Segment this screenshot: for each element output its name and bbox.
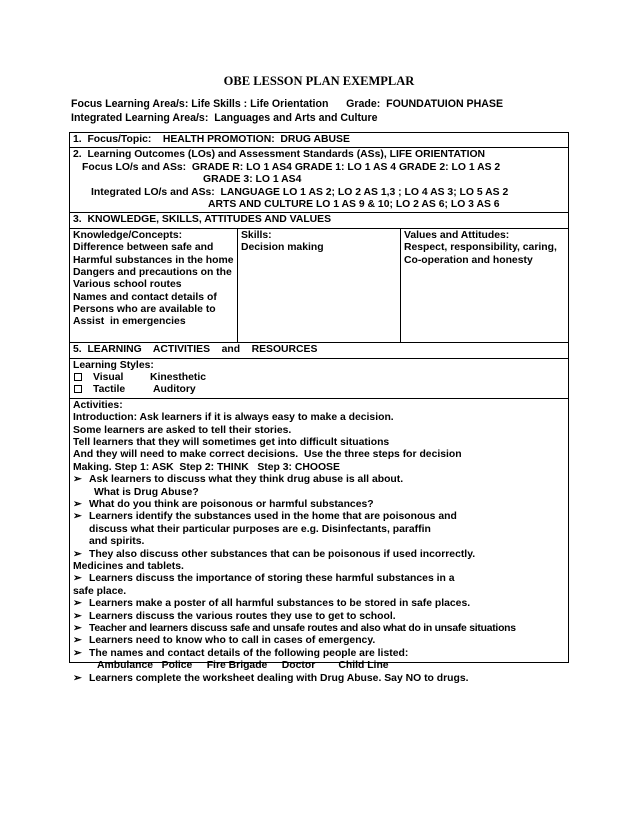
activities-row: [70, 399, 568, 686]
style-auditory: Auditory: [153, 384, 196, 396]
arrow-bullet-icon: ➢: [73, 622, 82, 634]
arrow-bullet-icon: ➢: [73, 498, 82, 510]
values-line: Respect, responsibility, caring,: [404, 242, 557, 254]
skills-column: [238, 229, 401, 343]
values-line: Co-operation and honesty: [404, 254, 533, 266]
knowledge-column: [70, 229, 238, 343]
learning-activities-heading: 5. LEARNING ACTIVITIES and RESOURCES: [73, 344, 318, 356]
bullet-text: Learners discuss the importance of storing these harmful substances in a: [89, 573, 455, 585]
bullet-text: They also discuss other substances that can be poisonous if used incorrectly.: [89, 548, 476, 560]
bullet-text: The names and contact details of the following people are listed:: [89, 647, 409, 659]
knowledge-line: Various school routes: [73, 279, 182, 291]
bullet-continuation: Medicines and tablets.: [73, 560, 184, 572]
arrow-bullet-icon: ➢: [73, 610, 82, 622]
integrated-learning-area: Integrated Learning Area/s: Languages and Arts and Culture: [71, 112, 378, 124]
learning-outcomes-row: [70, 148, 568, 213]
checkbox-icon: [74, 385, 82, 393]
focus-los: Focus LO/s and ASs: GRADE R: LO 1 AS4 GRADE 1: LO 1 AS 4 GRADE 2: LO 1 AS 2: [82, 161, 501, 173]
arrow-bullet-icon: ➢: [73, 511, 82, 523]
arrow-bullet-icon: ➢: [73, 548, 82, 560]
activity-bullet: [73, 673, 565, 685]
activity-intro: Some learners are asked to tell their stories.: [73, 424, 292, 436]
bullet-text: Ask learners to discuss what they think drug abuse is all about.: [89, 474, 404, 486]
activity-bullet: [73, 474, 565, 486]
activity-bullet: [73, 623, 565, 635]
knowledge-line: Persons who are available to: [73, 304, 216, 316]
knowledge-line: Names and contact details of: [73, 291, 217, 303]
activity-intro: Making. Step 1: ASK Step 2: THINK Step 3: CHOOSE: [73, 461, 340, 473]
arrow-bullet-icon: ➢: [73, 474, 82, 486]
skills-line: Decision making: [241, 242, 324, 254]
knowledge-line: Dangers and precautions on the: [73, 266, 232, 278]
bullet-continuation: safe place.: [73, 585, 127, 597]
bullet-text: Learners discuss the various routes they use to get to school.: [89, 610, 396, 622]
arrow-bullet-icon: ➢: [73, 573, 82, 585]
bullet-continuation: discuss what their particular purposes are e.g. Disinfectants, paraffin: [89, 523, 431, 535]
document-title: OBE LESSON PLAN EXEMPLAR: [223, 74, 415, 88]
activity-bullet: [73, 549, 565, 561]
arrow-bullet-icon: ➢: [73, 635, 82, 647]
learning-styles-row: [70, 359, 568, 399]
focus-los-grade3: GRADE 3: LO 1 AS4: [203, 174, 302, 186]
knowledge-spacer: [73, 329, 234, 341]
arrow-bullet-icon: ➢: [73, 598, 82, 610]
values-column: [401, 229, 568, 343]
bullet-text: Learners need to know who to call in cases of emergency.: [89, 635, 376, 647]
activities-heading: Activities:: [73, 399, 123, 411]
bullet-continuation: and spirits.: [89, 536, 145, 548]
style-visual: Visual: [93, 372, 124, 384]
activity-bullet: [73, 499, 565, 511]
bullet-text: Learners make a poster of all harmful substances to be stored in safe places.: [89, 598, 471, 610]
values-line: Values and Attitudes:: [404, 229, 510, 241]
activity-bullet: [73, 511, 565, 523]
focus-topic: 1. Focus/Topic: HEALTH PROMOTION: DRUG ABUSE: [73, 134, 350, 145]
activity-intro: Tell learners that they will sometimes get into difficult situations: [73, 436, 390, 448]
knowledge-line: Difference between safe and: [73, 242, 214, 254]
knowledge-line: Assist in emergencies: [73, 316, 186, 328]
bullet-text: Teacher and learners discuss safe and unsafe routes and also what do in unsafe situations: [89, 622, 516, 634]
style-kinesthetic: Kinesthetic: [150, 372, 207, 384]
bullet-text: Learners identify the substances used in the home that are poisonous and: [89, 511, 457, 523]
focus-topic-row: [70, 133, 568, 148]
learning-outcomes-heading: 2. Learning Outcomes (LOs) and Assessment Standards (ASs), LIFE ORIENTATION: [73, 149, 486, 161]
activity-bullet: [73, 598, 565, 610]
activity-bullet: [73, 648, 565, 660]
knowledge-skills-values-grid: [70, 229, 568, 344]
knowledge-line: Knowledge/Concepts:: [73, 229, 183, 241]
knowledge-line: Harmful substances in the home: [73, 254, 234, 266]
bullet-text: What do you think are poisonous or harmful substances?: [89, 498, 374, 510]
integrated-los-arts: ARTS AND CULTURE LO 1 AS 9 & 10; LO 2 AS 6; LO 3 AS 6: [208, 198, 500, 210]
lesson-plan-table: [69, 132, 569, 684]
activity-bullet: [73, 611, 565, 623]
arrow-bullet-icon: ➢: [73, 647, 82, 659]
knowledge-heading-row: [70, 213, 568, 228]
activity-bullet: [73, 635, 565, 647]
style-tactile: Tactile: [93, 384, 126, 396]
learning-styles-heading: Learning Styles:: [73, 359, 154, 371]
bullet-text: Learners complete the worksheet dealing with Drug Abuse. Say NO to drugs.: [89, 672, 469, 684]
arrow-bullet-icon: ➢: [73, 672, 82, 684]
focus-learning-area: Focus Learning Area/s: Life Skills : Life Orientation Grade: FOUNDATUION PHASE: [71, 98, 504, 110]
learning-activities-heading-row: [70, 343, 568, 358]
emergency-contacts: Ambulance Police Fire Brigade Doctor Child Line: [97, 660, 389, 672]
activity-intro: And they will need to make correct decisions. Use the three steps for decision: [73, 449, 462, 461]
knowledge-heading: 3. KNOWLEDGE, SKILLS, ATTITUDES AND VALUES: [73, 214, 332, 226]
learning-styles-line: [73, 372, 565, 384]
activity-bullet: [73, 573, 565, 585]
learning-styles-line: [73, 384, 565, 396]
skills-line: Skills:: [241, 229, 272, 241]
bullet-continuation: What is Drug Abuse?: [94, 486, 199, 498]
integrated-los: Integrated LO/s and ASs: LANGUAGE LO 1 AS 2; LO 2 AS 1,3 ; LO 4 AS 3; LO 5 AS 2: [91, 186, 509, 198]
checkbox-icon: [74, 373, 82, 381]
activity-intro: Introduction: Ask learners if it is always easy to make a decision.: [73, 412, 394, 424]
